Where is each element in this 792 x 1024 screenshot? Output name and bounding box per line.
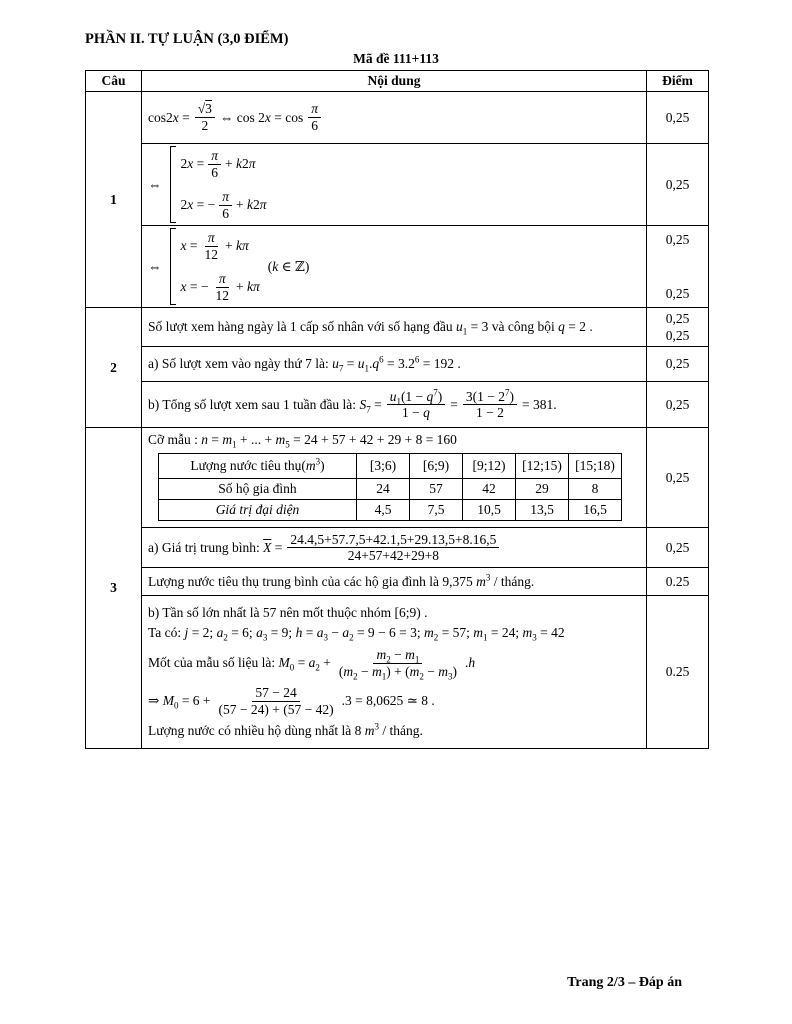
q1-r2-content — [142, 144, 647, 226]
fraction-denominator: 2 — [201, 118, 209, 133]
freq-interval: [9;12) — [463, 454, 516, 479]
math-text: + k2π — [225, 156, 256, 172]
math-text: b) Tổng số lượt xem sau 1 tuần đầu là: $S_7$ = — [148, 396, 382, 415]
equation-system — [148, 146, 640, 223]
q2-r1-points — [647, 308, 709, 347]
math-text: Mốt của mẫu số liệu là: $M_0 = a_2$ + — [148, 655, 331, 673]
q3-r4-content — [142, 596, 647, 749]
q3-r1-points: 0,25 — [647, 428, 709, 528]
freq-header-label: Lượng nước tiêu $thụ(m^3)$ — [159, 454, 357, 479]
fraction — [287, 532, 499, 564]
q1-row-1 — [86, 92, 709, 144]
math-text: a) Giá trị trung bình: $\overline{X}$ = — [148, 539, 283, 555]
q1-r1-content — [142, 92, 647, 144]
fraction-denominator: 6 — [222, 205, 229, 221]
statement-text: Lượng nước có nhiều hộ dùng nhất là 8 $m^3$ / tháng. — [148, 721, 423, 739]
q1-row-2 — [86, 144, 709, 226]
math-text: + k2π — [236, 197, 267, 213]
statement-text: Lượng nước tiêu thụ trung bình của các hộ gia đình là 9,375 $m^3$ / tháng. — [148, 572, 535, 589]
formula — [148, 685, 640, 717]
fraction — [219, 189, 232, 221]
q3-r3-points: 0.25 — [647, 568, 709, 596]
frequency-table — [158, 453, 622, 521]
q3-row-4 — [86, 596, 709, 749]
frequency-table-representative-row — [159, 500, 622, 521]
frequency-table-header-row — [159, 454, 622, 479]
fraction — [212, 271, 232, 303]
fraction-numerator: 57 − 24 — [252, 685, 299, 702]
q3-r1-content — [142, 428, 647, 528]
col-header-diem: Điểm — [647, 71, 709, 92]
q1-row-3 — [86, 226, 709, 308]
case-group — [170, 228, 260, 305]
statement-text: Số lượt xem hàng ngày là 1 cấp số nhân với số hạng đầu $u_1 = 3$ và công bội q = 2 . — [148, 319, 593, 337]
fraction — [387, 389, 446, 421]
freq-count: 29 — [516, 479, 569, 500]
section-title: PHẦN II. TỰ LUẬN (3,0 ĐIỂM) — [85, 31, 289, 47]
fraction — [308, 101, 321, 133]
case-line — [181, 189, 267, 221]
points-value: 0,25 — [665, 231, 690, 247]
freq-rep-value: 13,5 — [516, 500, 569, 521]
q3-number: 3 — [86, 428, 142, 749]
freq-count: 57 — [410, 479, 463, 500]
math-text: .h — [464, 655, 476, 671]
fraction — [202, 230, 222, 262]
sample-size-line: Cỡ mẫu : $n = m_1$ + ... + $m_5 = 24 + 57 + 42 + 29 + 8 = 160$ — [148, 432, 457, 450]
freq-interval: [3;6) — [357, 454, 410, 479]
math-text: = 381. — [522, 396, 557, 412]
q1-r3-points — [647, 226, 709, 308]
freq-interval: [12;15) — [516, 454, 569, 479]
answer-table — [85, 70, 709, 749]
q2-r1-content — [142, 308, 647, 347]
case-group — [170, 146, 267, 223]
formula — [148, 532, 640, 564]
math-text: = — [450, 396, 458, 412]
points-pair — [653, 232, 702, 302]
freq-count: 8 — [569, 479, 622, 500]
fraction-numerator: $3(1 - 2^7)$ — [463, 389, 517, 406]
freq-row-label: Giá trị đại diện — [159, 500, 357, 521]
case-lines — [181, 146, 267, 223]
case-line — [181, 271, 260, 303]
equation-system — [148, 228, 640, 305]
exam-code: Mã đề 111+113 — [353, 51, 439, 66]
q2-row-3 — [86, 382, 709, 428]
statement-text: b) Tần số lớn nhất là 57 nên mốt thuộc nhóm [6;9) . — [148, 605, 428, 621]
math-text: + kπ — [235, 279, 260, 295]
q1-r2-points: 0,25 — [647, 144, 709, 226]
fraction-numerator: 24.4,5+57.7,5+42.1,5+29.13,5+8.16,5 — [287, 532, 499, 549]
freq-rep-value: 7,5 — [410, 500, 463, 521]
math-text: ⇔ cos 2x = cos — [219, 109, 304, 125]
freq-row-label: Số hộ gia đình — [159, 479, 357, 500]
q2-r2-points: 0,25 — [647, 347, 709, 382]
fraction-denominator: 1 − q — [402, 405, 430, 421]
fraction-denominator: 6 — [211, 164, 218, 180]
math-text: 2x = — [180, 156, 205, 172]
fraction-numerator: π — [308, 101, 321, 118]
q2-number: 2 — [86, 308, 142, 428]
fraction-denominator: $(m_2 - m_1) + (m_2 - m_3)$ — [338, 663, 457, 682]
frequency-table-households-row — [159, 479, 622, 500]
fraction-denominator: 6 — [311, 118, 319, 133]
q2-r2-content — [142, 347, 647, 382]
formula — [148, 647, 640, 682]
fraction-denominator: (57 − 24) + (57 − 42) — [218, 701, 334, 717]
q3-r2-points: 0,25 — [647, 528, 709, 568]
fraction-numerator: $u_1(1 - q^7)$ — [387, 389, 446, 406]
case-bracket — [170, 228, 176, 305]
col-header-noidung: Nội dung — [142, 71, 647, 92]
freq-rep-value: 16,5 — [569, 500, 622, 521]
fraction — [336, 647, 460, 682]
math-text: .3 = 8,0625 ≃ 8 . — [341, 693, 435, 709]
fraction-denominator: 1 − 2 — [476, 405, 504, 421]
freq-rep-value: 4,5 — [357, 500, 410, 521]
q2-row-2 — [86, 347, 709, 382]
fraction-denominator: 12 — [204, 246, 218, 262]
table-header-row — [86, 71, 709, 92]
fraction-denominator: 24+57+42+29+8 — [347, 548, 439, 564]
freq-rep-value: 10,5 — [463, 500, 516, 521]
fraction-numerator: π — [219, 189, 232, 206]
equivalence-arrow: ⇔ — [148, 176, 162, 192]
math-text: x = − — [180, 279, 209, 295]
q2-r3-points: 0,25 — [647, 382, 709, 428]
equivalence-arrow: ⇔ — [148, 258, 162, 274]
points-value: 0,25 — [665, 328, 690, 344]
q1-number: 1 — [86, 92, 142, 308]
statement-text: Ta có: j = 2; $a_2 = 6$; $a_3 = 9$; $h = a_3 - a_2 = 9 - 6 = 3$; $m_2 = 57$; $m_1 = 24$; $m_3 = 42$ — [148, 625, 565, 643]
q3-r4-points: 0.25 — [647, 596, 709, 749]
q3-row-3 — [86, 568, 709, 596]
q2-row-1 — [86, 308, 709, 347]
case-bracket — [170, 146, 176, 223]
fraction-denominator: 12 — [215, 287, 229, 303]
formula — [148, 101, 640, 133]
statement-text: a) Số lượt xem vào ngày thứ 7 là: $u_7 = u_1.q^6 = 3.2^6 = 192$ . — [148, 354, 461, 374]
math-text: cos2x = — [148, 109, 190, 125]
q3-r3-content — [142, 568, 647, 596]
freq-count: 42 — [463, 479, 516, 500]
freq-interval: [6;9) — [410, 454, 463, 479]
col-header-cau: Câu — [86, 71, 142, 92]
q3-r2-content — [142, 528, 647, 568]
q1-r3-content — [142, 226, 647, 308]
case-lines — [181, 228, 260, 305]
formula — [148, 389, 640, 421]
points-value: 0,25 — [665, 311, 690, 327]
math-text: ⇒ $M_0 = 6$ + — [148, 693, 211, 711]
fraction — [208, 148, 221, 180]
freq-interval: [15;18) — [569, 454, 622, 479]
domain-condition: (k ∈ ℤ) — [267, 258, 310, 274]
q3-row-1 — [86, 428, 709, 528]
fraction — [195, 101, 215, 133]
fraction-numerator: π — [208, 148, 221, 165]
case-line — [181, 148, 267, 180]
freq-count: 24 — [357, 479, 410, 500]
q1-r1-points: 0,25 — [647, 92, 709, 144]
page-footer: Trang 2/3 – Đáp án — [567, 975, 682, 990]
fraction — [216, 685, 337, 717]
q2-r3-content — [142, 382, 647, 428]
math-text: + kπ — [225, 238, 249, 254]
fraction — [463, 389, 517, 421]
fraction-numerator: π — [216, 271, 229, 288]
points-value: 0,25 — [665, 285, 690, 301]
fraction-numerator: √3 — [195, 101, 215, 118]
q3-row-2 — [86, 528, 709, 568]
fraction-numerator: $m_2 - m_1$ — [373, 647, 422, 664]
math-text: 2x = − — [180, 197, 216, 213]
fraction-numerator: π — [205, 230, 218, 247]
case-line — [181, 230, 260, 262]
math-text: x = — [180, 238, 198, 254]
